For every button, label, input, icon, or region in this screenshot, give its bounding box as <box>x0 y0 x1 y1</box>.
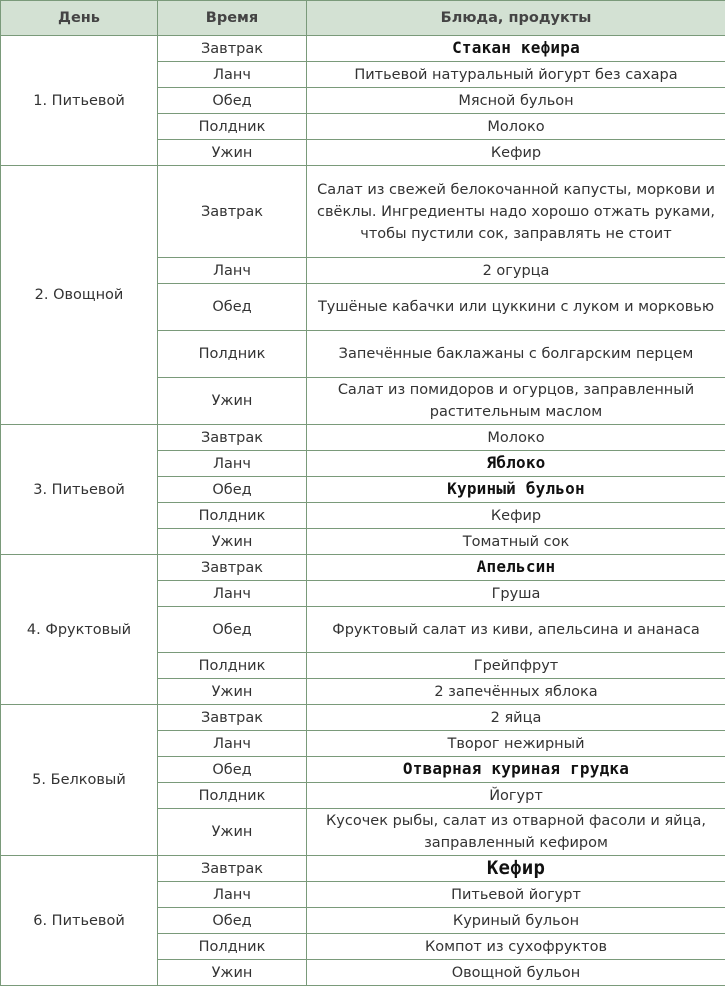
meal-time-cell: Ланч <box>158 62 307 88</box>
meal-time-cell: Обед <box>158 757 307 783</box>
food-cell: 2 яйца <box>307 705 725 731</box>
food-cell <box>307 477 725 503</box>
food-cell: Молоко <box>307 425 725 451</box>
food-cell: Мясной бульон <box>307 88 725 114</box>
food-cell: 2 запечённых яблока <box>307 679 725 705</box>
food-cell: Овощной бульон <box>307 960 725 986</box>
table-row <box>1 425 725 451</box>
meal-time-cell: Ланч <box>158 258 307 284</box>
food-cell: 2 огурца <box>307 258 725 284</box>
food-text: Яблоко <box>486 453 546 472</box>
meal-time-cell: Завтрак <box>158 166 307 258</box>
day-cell: 2. Овощной <box>1 166 158 425</box>
food-cell: Кефир <box>307 140 725 166</box>
food-cell: Салат из помидоров и огурцов, заправленный растительным маслом <box>307 378 725 425</box>
meal-time-cell: Полдник <box>158 783 307 809</box>
meal-time-cell: Обед <box>158 477 307 503</box>
meal-time-cell: Завтрак <box>158 555 307 581</box>
food-cell: Кефир <box>307 503 725 529</box>
food-cell: Салат из свежей белокочанной капусты, моркови и свёклы. Ингредиенты надо хорошо отжать руками, чтобы пустили сок, заправлять не стоит <box>307 166 725 258</box>
food-cell: Томатный сок <box>307 529 725 555</box>
meal-time-cell: Завтрак <box>158 425 307 451</box>
food-cell <box>307 36 725 62</box>
day-cell: 4. Фруктовый <box>1 555 158 705</box>
meal-time-cell: Полдник <box>158 934 307 960</box>
meal-time-cell: Ужин <box>158 960 307 986</box>
meal-time-cell: Ужин <box>158 140 307 166</box>
meal-time-cell: Завтрак <box>158 705 307 731</box>
meal-time-cell: Полдник <box>158 331 307 378</box>
food-text: Отварная куриная грудка <box>402 759 630 778</box>
food-cell <box>307 451 725 477</box>
meal-time-cell: Ланч <box>158 731 307 757</box>
food-text: Стакан кефира <box>452 38 580 57</box>
meal-time-cell: Ужин <box>158 378 307 425</box>
meal-time-cell: Полдник <box>158 503 307 529</box>
meal-time-cell: Завтрак <box>158 856 307 882</box>
food-cell: Творог нежирный <box>307 731 725 757</box>
food-text: Апельсин <box>476 557 556 576</box>
header-food: Блюда, продукты <box>307 1 725 36</box>
food-cell: Компот из сухофруктов <box>307 934 725 960</box>
food-cell: Молоко <box>307 114 725 140</box>
food-cell <box>307 555 725 581</box>
meal-time-cell: Полдник <box>158 653 307 679</box>
header-row <box>1 1 725 36</box>
table-row <box>1 856 725 882</box>
food-cell: Груша <box>307 581 725 607</box>
food-cell: Тушёные кабачки или цуккини с луком и морковью <box>307 284 725 331</box>
day-cell: 1. Питьевой <box>1 36 158 166</box>
meal-time-cell: Обед <box>158 607 307 653</box>
food-text: Куриный бульон <box>447 479 585 498</box>
meal-time-cell: Ужин <box>158 529 307 555</box>
table-row <box>1 36 725 62</box>
meal-time-cell: Завтрак <box>158 36 307 62</box>
food-cell: Питьевой йогурт <box>307 882 725 908</box>
meal-time-cell: Ланч <box>158 581 307 607</box>
food-cell: Куриный бульон <box>307 908 725 934</box>
day-cell: 3. Питьевой <box>1 425 158 555</box>
meal-time-cell: Обед <box>158 284 307 331</box>
table-row <box>1 705 725 731</box>
food-cell: Грейпфрут <box>307 653 725 679</box>
food-cell: Фруктовый салат из киви, апельсина и ананаса <box>307 607 725 653</box>
meal-time-cell: Ужин <box>158 809 307 856</box>
food-cell: Запечённые баклажаны с болгарским перцем <box>307 331 725 378</box>
day-cell: 6. Питьевой <box>1 856 158 986</box>
header-day: День <box>1 1 158 36</box>
header-time: Время <box>158 1 307 36</box>
meal-time-cell: Ланч <box>158 451 307 477</box>
meal-time-cell: Обед <box>158 908 307 934</box>
food-text: Кефир <box>486 856 546 879</box>
meal-time-cell: Обед <box>158 88 307 114</box>
meal-time-cell: Ланч <box>158 882 307 908</box>
food-cell <box>307 757 725 783</box>
table-row <box>1 166 725 258</box>
day-cell: 5. Белковый <box>1 705 158 856</box>
food-cell: Питьевой натуральный йогурт без сахара <box>307 62 725 88</box>
food-cell <box>307 856 725 882</box>
meal-time-cell: Полдник <box>158 114 307 140</box>
food-cell: Кусочек рыбы, салат из отварной фасоли и яйца, заправленный кефиром <box>307 809 725 856</box>
food-cell: Йогурт <box>307 783 725 809</box>
meal-time-cell: Ужин <box>158 679 307 705</box>
table-row <box>1 555 725 581</box>
